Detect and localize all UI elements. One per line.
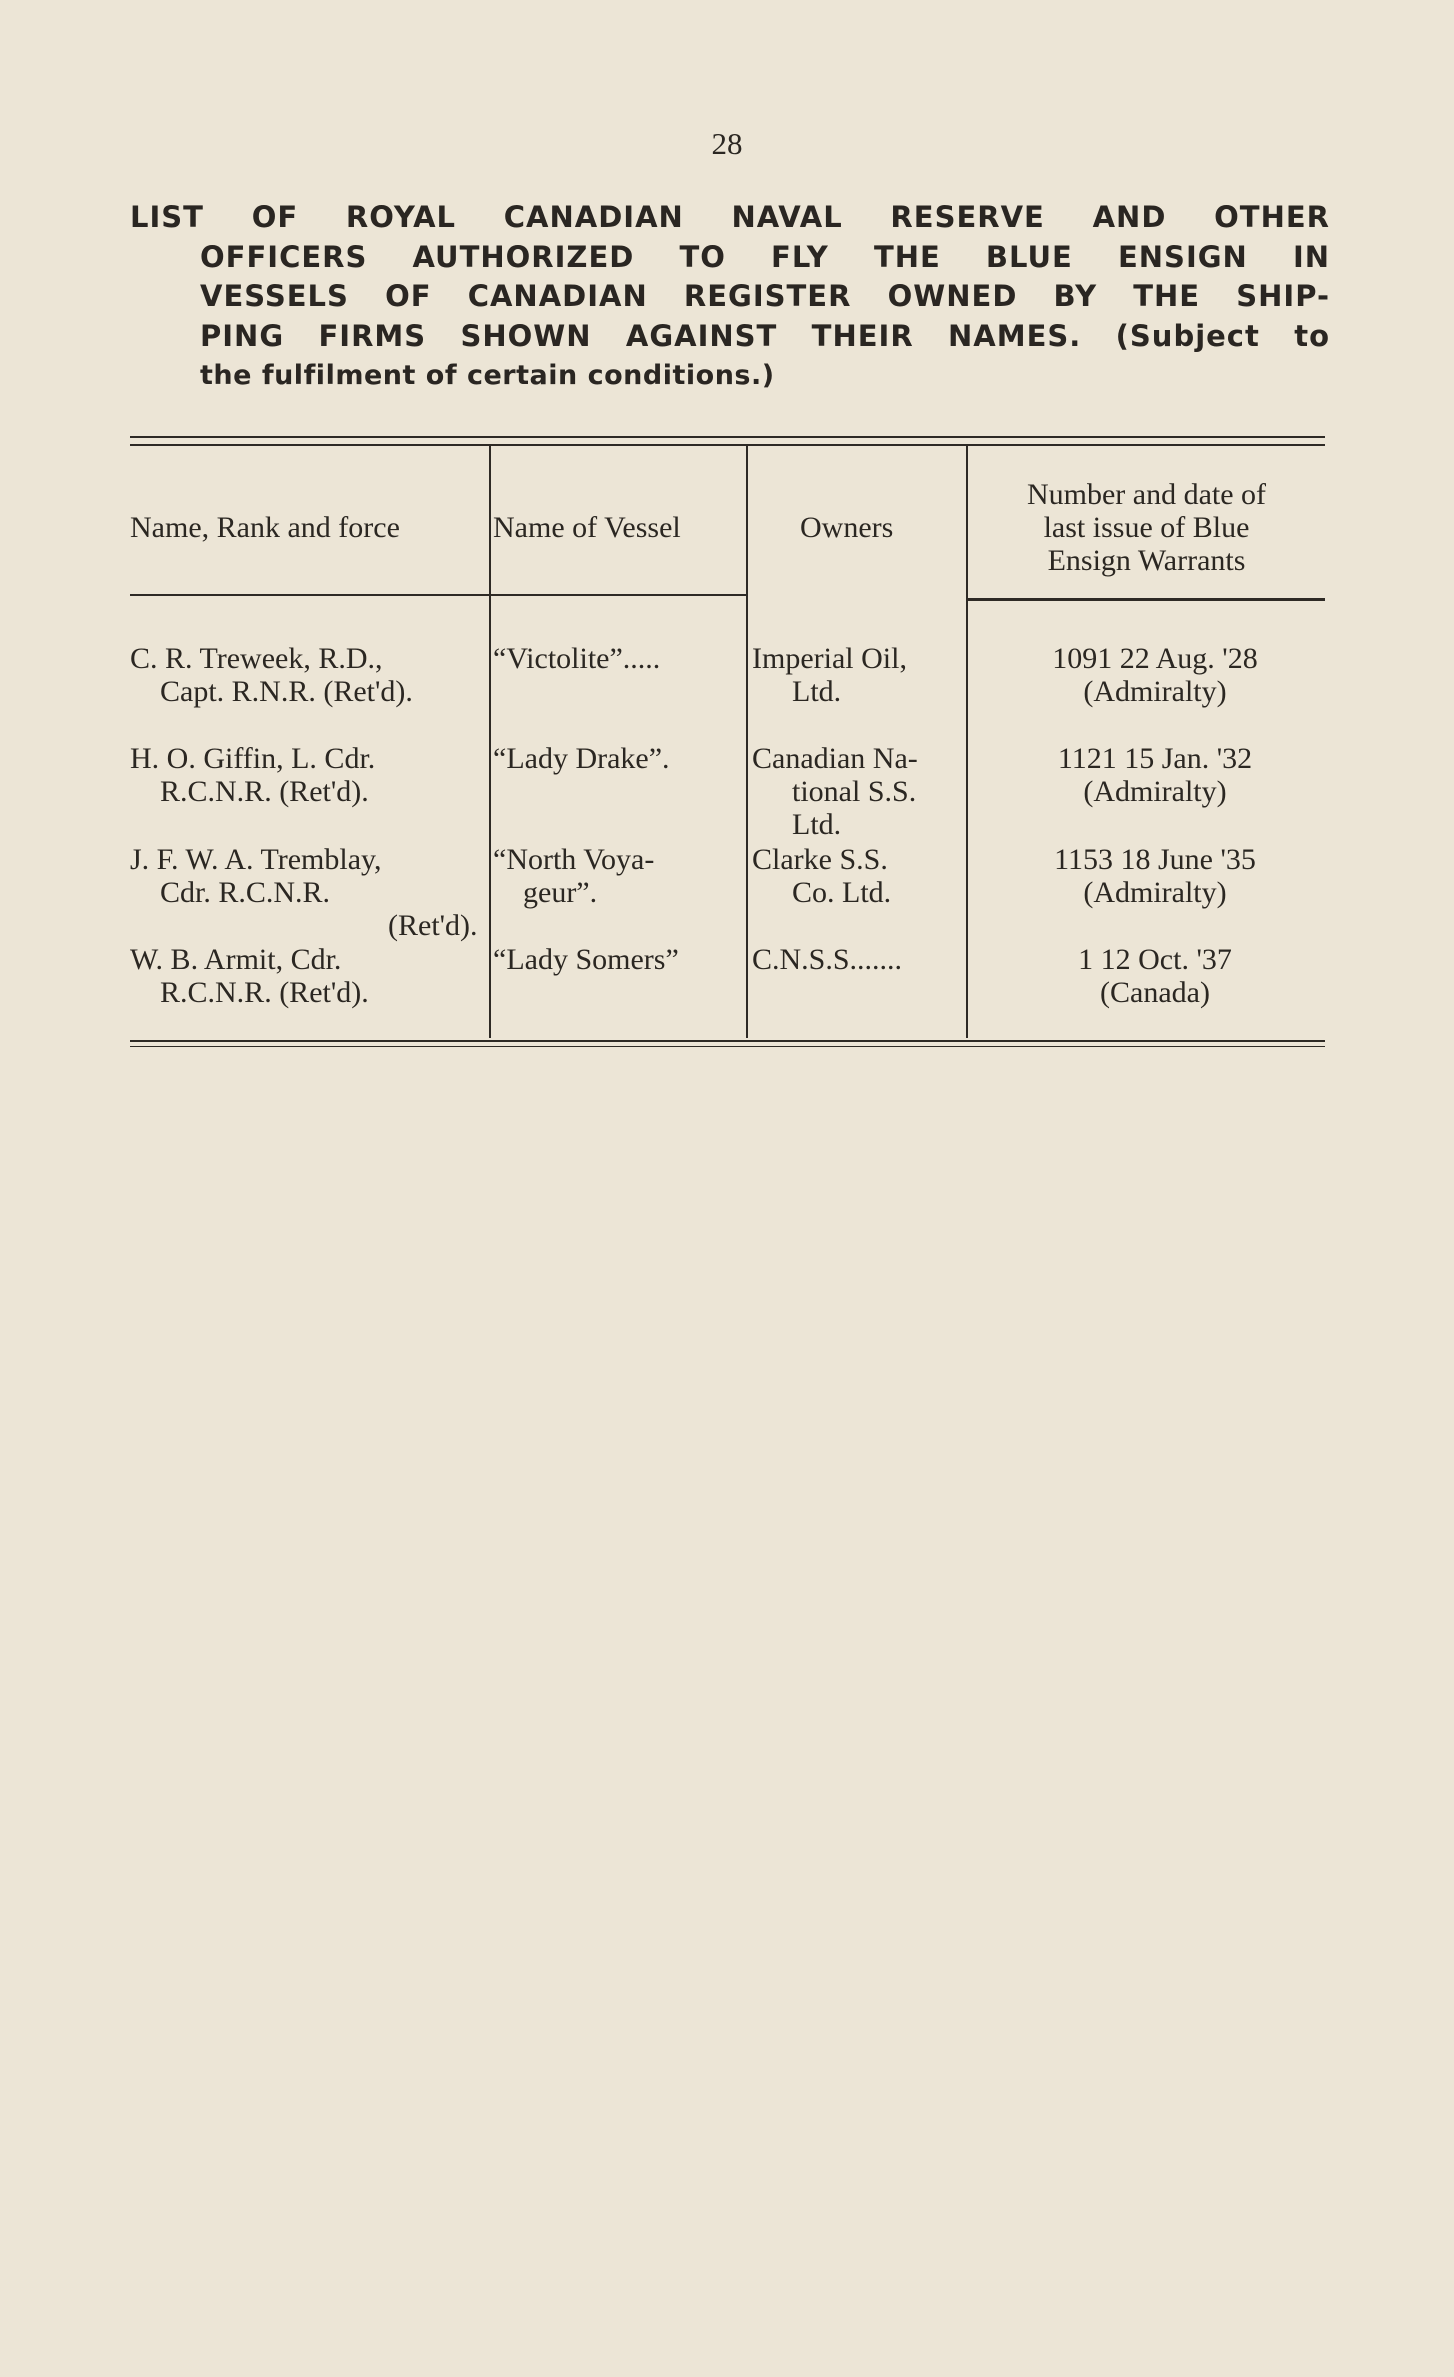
table-top-rule xyxy=(130,436,1325,438)
heading-line-1: LIST OF ROYAL CANADIAN NAVAL RESERVE AND OTHER xyxy=(130,200,1330,234)
header-warrants-line-2: last issue of Blue xyxy=(1043,511,1250,544)
table-row-3-name xyxy=(130,843,478,942)
table-row-1-vessel xyxy=(493,642,660,675)
cell-text: Clarke S.S. xyxy=(752,843,888,876)
cell-text: Canadian Na- xyxy=(752,742,918,775)
cell-text: 1153 18 June '35 xyxy=(1054,843,1256,876)
table-row-3-warrant xyxy=(990,843,1320,909)
cell-text: “Victolite”..... xyxy=(493,642,661,675)
cell-text: Co. Ltd. xyxy=(792,876,892,909)
cell-text: 1121 15 Jan. '32 xyxy=(1057,742,1253,775)
table-row-3-vessel xyxy=(493,843,654,909)
header-rule-vessel xyxy=(491,594,746,596)
cell-text: geur”. xyxy=(523,876,598,909)
cell-text: J. F. W. A. Tremblay, xyxy=(130,843,382,876)
column-divider-2 xyxy=(746,446,748,1038)
cell-text: H. O. Giffin, L. Cdr. xyxy=(130,742,376,775)
cell-text: C.N.S.S....... xyxy=(752,943,903,976)
cell-text: R.C.N.R. (Ret'd). xyxy=(160,775,369,808)
header-warrants xyxy=(968,478,1325,577)
cell-text: (Admiralty) xyxy=(1083,876,1227,909)
heading-line-3: VESSELS OF CANADIAN REGISTER OWNED BY THE SHIP- xyxy=(200,279,1330,313)
cell-text: Cdr. R.C.N.R. xyxy=(160,876,331,909)
table-row-1-name xyxy=(130,642,413,708)
table-row-4-name xyxy=(130,943,369,1009)
table-row-2-warrant xyxy=(990,742,1320,808)
list-heading xyxy=(130,198,1330,396)
cell-text: 1091 22 Aug. '28 xyxy=(1052,642,1258,675)
cell-text: Imperial Oil, xyxy=(752,642,907,675)
cell-text: “Lady Somers” xyxy=(493,943,679,976)
table-bottom-rule xyxy=(130,1040,1325,1042)
cell-text: (Admiralty) xyxy=(1083,675,1227,708)
table-row-2-name xyxy=(130,742,375,808)
table-row-4-warrant xyxy=(990,943,1320,1009)
cell-text: W. B. Armit, Cdr. xyxy=(130,943,342,976)
table-row-2-owners xyxy=(752,742,918,841)
cell-text: R.C.N.R. (Ret'd). xyxy=(160,976,369,1009)
cell-text: (Admiralty) xyxy=(1083,775,1227,808)
cell-text: (Canada) xyxy=(1100,976,1210,1009)
table-row-1-warrant xyxy=(990,642,1320,708)
header-rule-warrant xyxy=(968,598,1325,601)
header-warrants-line-1: Number and date of xyxy=(1026,478,1267,511)
cell-text: Ltd. xyxy=(792,675,842,708)
cell-text: Ltd. xyxy=(792,808,842,841)
cell-text: “North Voya- xyxy=(493,843,655,876)
heading-line-4: PING FIRMS SHOWN AGAINST THEIR NAMES. (Subject to xyxy=(200,318,1330,353)
header-name-of-vessel: Name of Vessel xyxy=(493,511,681,544)
table-top-rule-inner xyxy=(130,444,1325,446)
table-row-4-owners xyxy=(752,943,902,976)
table-row-4-vessel xyxy=(493,943,679,976)
cell-text: (Ret'd). xyxy=(388,909,478,942)
column-divider-1 xyxy=(489,446,491,1038)
page-number: 28 xyxy=(711,126,743,161)
header-warrants-line-3: Ensign Warrants xyxy=(1047,544,1246,577)
heading-note: the fulfilment of certain conditions.) xyxy=(200,360,775,391)
cell-text: “Lady Drake”. xyxy=(493,742,670,775)
header-owners: Owners xyxy=(800,511,894,544)
table-row-1-owners xyxy=(752,642,907,708)
cell-text: Capt. R.N.R. (Ret'd). xyxy=(160,675,413,708)
heading-line-2: OFFICERS AUTHORIZED TO FLY THE BLUE ENSIGN IN xyxy=(200,239,1330,274)
table-row-2-vessel xyxy=(493,742,670,775)
table-row-3-owners xyxy=(752,843,891,909)
header-name-rank-force: Name, Rank and force xyxy=(130,511,400,544)
cell-text: tional S.S. xyxy=(792,775,917,808)
cell-text: 1 12 Oct. '37 xyxy=(1078,943,1232,976)
table-bottom-rule-inner xyxy=(130,1046,1325,1047)
header-rule-name xyxy=(130,594,489,596)
cell-text: C. R. Treweek, R.D., xyxy=(130,642,383,675)
